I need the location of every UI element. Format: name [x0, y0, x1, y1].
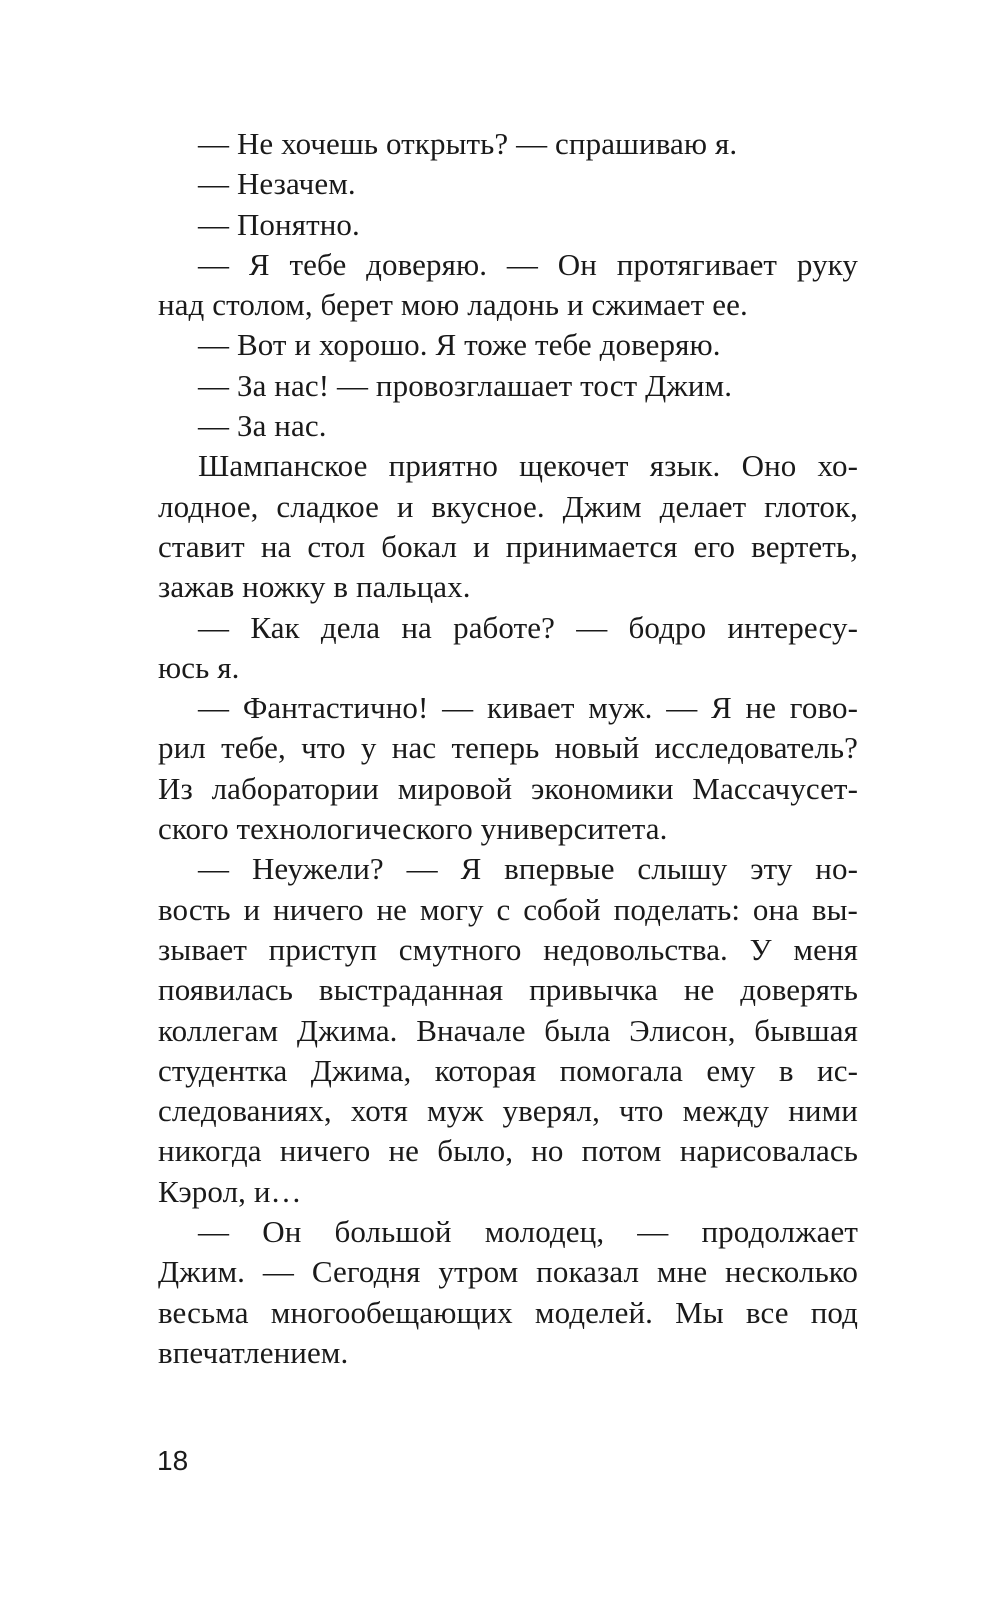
text-line: — Как дела на работе? — бодро интересу- [198, 609, 858, 645]
text-line: — Неужели? — Я впервые слышу эту но- [198, 851, 858, 887]
text-line: — Незачем. [198, 166, 356, 202]
text-line: ставит на стол бокал и принимается его вертеть, [158, 528, 858, 564]
text-line: — Не хочешь открыть? — спрашиваю я. [198, 126, 738, 161]
text-line: студентка Джима, которая помогала ему в ис- [158, 1052, 858, 1088]
text-line: Шампанское приятно щекочет язык. Оно хо- [198, 448, 858, 484]
text-line: рил тебе, что у нас теперь новый исследователь? [158, 730, 858, 766]
text-line: коллегам Джима. Вначале была Элисон, бывшая [158, 1012, 858, 1048]
text-line: юсь я. [158, 649, 240, 685]
text-line: над столом, берет мою ладонь и сжимает ее. [158, 287, 748, 323]
text-line: — Он большой молодец, — продолжает [198, 1214, 858, 1250]
page-number: 18 [157, 1445, 189, 1476]
text-line: — За нас. [198, 408, 327, 444]
text-line: Джим. — Сегодня утром показал мне несколько [158, 1254, 858, 1290]
text-line: Кэрол, и… [158, 1173, 302, 1209]
text-line: никогда ничего не было, но потом нарисовалась [158, 1133, 858, 1169]
text-line: впечатлением. [158, 1334, 349, 1370]
text-line: — Я тебе доверяю. — Он протягивает руку [198, 246, 858, 282]
text-line: следованиях, хотя муж уверял, что между ними [158, 1093, 858, 1129]
text-line: — Понятно. [198, 206, 360, 242]
text-line: — За нас! — провозглашает тост Джим. [198, 367, 733, 403]
text-line: ского технологического университета. [158, 811, 668, 847]
text-line: лодное, сладкое и вкусное. Джим делает глоток, [158, 488, 858, 524]
body-text [158, 124, 858, 1373]
text-line: — Вот и хорошо. Я тоже тебе доверяю. [198, 327, 721, 363]
text-line: появилась выстраданная привычка не доверять [158, 972, 858, 1008]
text-line: Из лаборатории мировой экономики Массачусет- [158, 770, 858, 806]
text-line: зажав ножку в пальцах. [158, 569, 471, 605]
text-line: зывает приступ смутного недовольства. У меня [158, 931, 858, 967]
text-line: весьма многообещающих моделей. Мы все под [158, 1294, 858, 1330]
text-line: вость и ничего не могу с собой поделать: она вы- [158, 891, 858, 927]
text-line: — Фантастично! — кивает муж. — Я не гово- [198, 690, 858, 726]
